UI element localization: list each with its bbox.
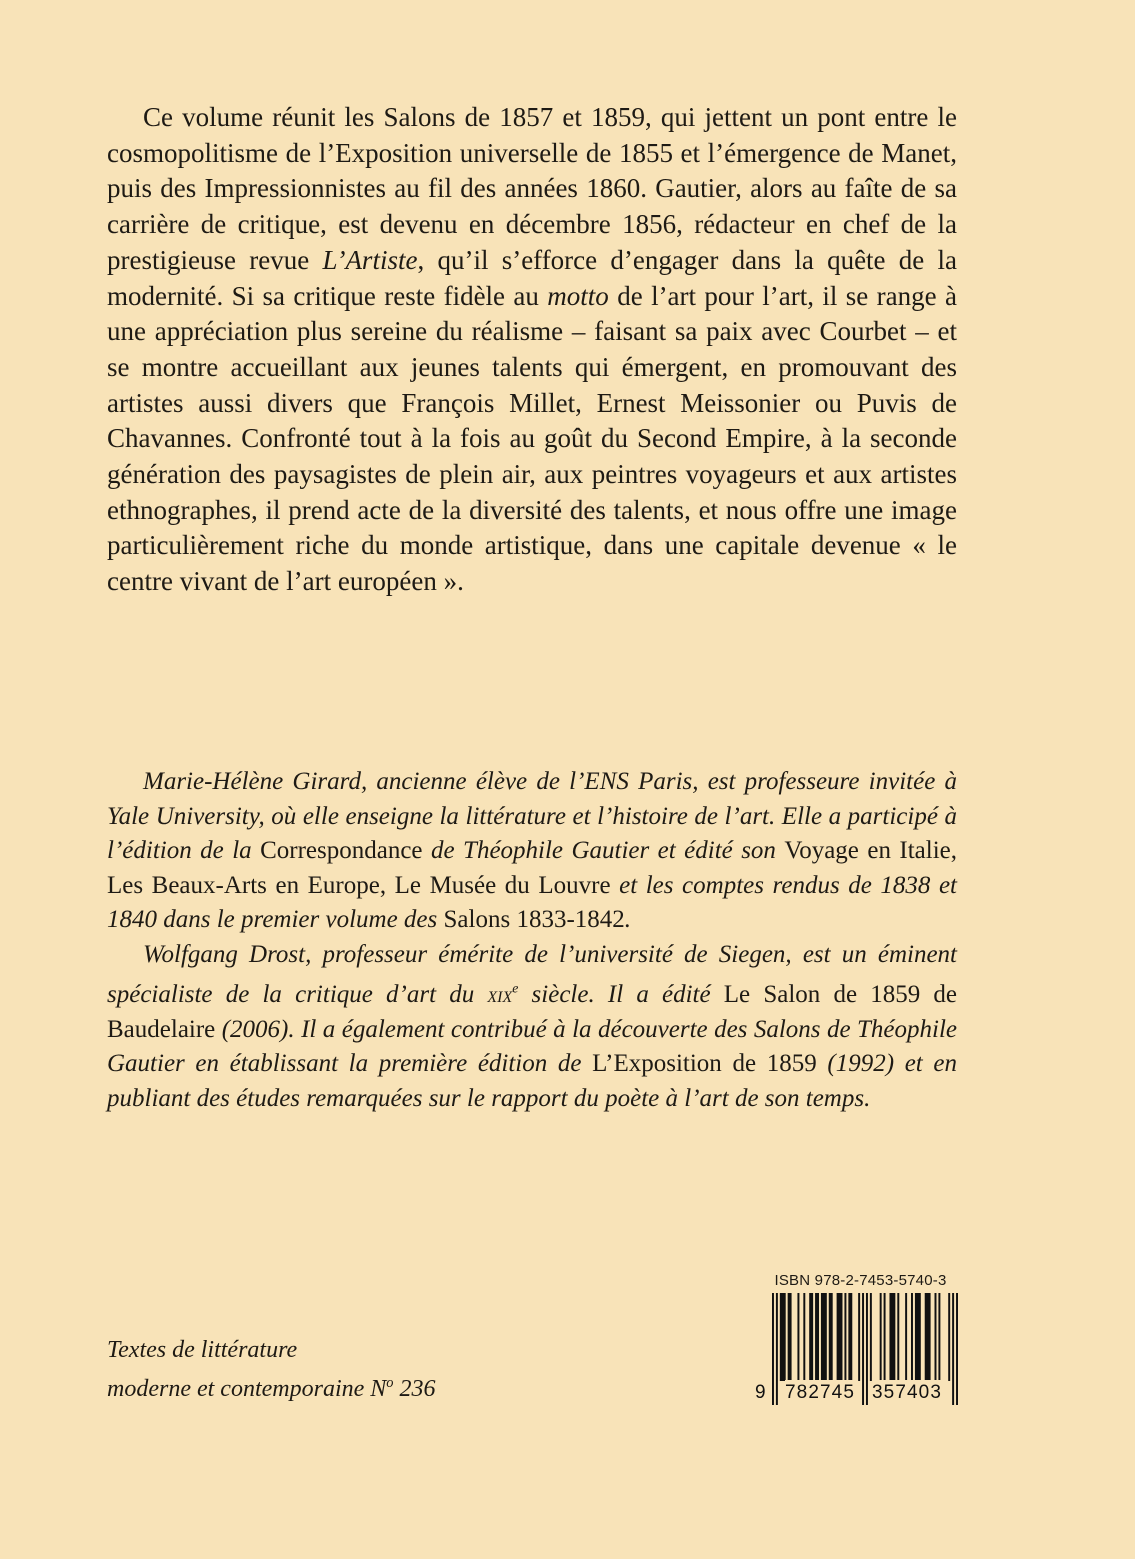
barcode-bar-2 [780, 1293, 786, 1381]
barcode-bar-24 [925, 1293, 931, 1381]
series-line-2-text: moderne et contemporaine N [107, 1375, 387, 1402]
series-number: 236 [393, 1375, 436, 1402]
series-note [107, 1334, 435, 1405]
author-biographies [107, 765, 957, 1116]
barcode-bar-7 [815, 1293, 819, 1381]
barcode-bar-21 [905, 1293, 907, 1381]
summary-review-title: L’Artiste [322, 244, 418, 275]
series-number-sup: o [386, 1374, 394, 1391]
series-line-2 [107, 1367, 435, 1406]
isbn-barcode [755, 1272, 958, 1405]
barcode-bar-15 [866, 1293, 868, 1405]
summary-motto: motto [547, 280, 609, 311]
back-cover-summary [107, 100, 957, 600]
barcode-bar-9 [829, 1293, 833, 1381]
barcode-bar-26 [938, 1293, 940, 1381]
bio-drost-text-4: (1992) et en publiant des études remarquées sur le rapport du poète à l’art de son temps. [107, 1050, 957, 1112]
bio-drost-text-1: Wolfgang Drost, professeur émérite de l’université de Siegen, est un éminent spécialiste de la critique d’art du [107, 940, 957, 1009]
barcode-bar-11 [844, 1293, 846, 1381]
isbn-label: ISBN 978-2-7453-5740-3 [774, 1272, 947, 1289]
summary-text-3: de l’art pour l’art, il se range à une appréciation plus sereine du réalisme – faisant sa paix avec Courbet – et se montre accueillant aux jeunes talents qui émergent, en promouvant des artistes aussi divers que François Millet, Ernest Meissonier ou Puvis de Chavannes. Confronté tout à la fois au goût du Second Empire, à la seconde génération des paysagistes de plein air, aux peintres voyageurs et aux artistes ethnographes, il prend acte de la diversité des talents, et nous offre une image particulièrement riche du monde artistique, dans une capitale devenue « le centre vivant de l’art européen ». [107, 280, 957, 597]
barcode-bar-20 [897, 1293, 899, 1381]
barcode-bar-16 [870, 1293, 872, 1381]
summary-text-2: , qu’il s’efforce d’engager dans la quête de la modernité. Si sa critique reste fidèle au [107, 244, 958, 311]
barcode-bar-17 [880, 1293, 882, 1381]
barcode-bar-10 [837, 1293, 843, 1381]
barcode-bar-0 [772, 1293, 774, 1405]
barcode-bar-22 [911, 1293, 913, 1381]
barcode-bar-14 [862, 1293, 864, 1405]
summary-indent [107, 102, 143, 132]
series-line-1: Textes de littérature [107, 1337, 298, 1363]
barcode-bar-3 [788, 1293, 792, 1381]
bio-girard-text-2: de Théophile Gautier et édité son [422, 837, 785, 864]
barcode-right-digits: 357403 [872, 1382, 943, 1403]
bio-girard-work-salons: Salons 1833-1842 [443, 906, 625, 933]
barcode-left-digits: 782745 [785, 1382, 856, 1403]
barcode-bar-5 [803, 1293, 805, 1381]
barcode-bar-27 [948, 1293, 950, 1381]
bio-drost-work-salon-1859: Le Salon de 1859 de Baudelaire [107, 981, 957, 1043]
bio-drost-century: xix [487, 982, 513, 1008]
bio-drost-century-sup: e [512, 981, 519, 996]
barcode-bar-18 [884, 1293, 886, 1381]
barcode-bar-6 [809, 1293, 813, 1381]
barcode-bar-28 [952, 1293, 954, 1405]
bio-girard-text-3: et les comptes rendus de 1838 et 1840 dans le premier volume des [107, 871, 957, 933]
bio-girard-works-list: Voyage en Italie, Les Beaux-Arts en Europe, Le Musée du Louvre [107, 837, 957, 899]
bio-girard-text-1: Marie-Hélène Girard, ancienne élève de l’ENS Paris, est professeure invitée à Yale University, où elle enseigne la littérature et l’histoire de l’art. Elle a participé à l’édition de la [107, 768, 957, 864]
barcode-bar-1 [776, 1293, 778, 1405]
bio-drost-text-2: siècle. Il a édité [518, 981, 724, 1009]
bio-girard-work-correspondance: Correspondance [260, 837, 423, 864]
barcode-bar-4 [797, 1293, 799, 1381]
bio-drost [107, 938, 957, 1117]
bio-drost-work-exposition: L’Exposition de 1859 [592, 1050, 817, 1078]
bio-girard-text-4: . [624, 906, 632, 933]
barcode-bar-12 [848, 1293, 852, 1381]
barcode-bar-29 [956, 1293, 958, 1405]
barcode-bar-13 [858, 1293, 860, 1381]
bio-girard [107, 765, 957, 938]
barcode-bar-19 [889, 1293, 895, 1381]
summary-text-1: Ce volume réunit les Salons de 1857 et 1859, qui jettent un pont entre le cosmopolitisme de l’Exposition universelle de 1855 et l’émergence de Manet, puis des Impressionnistes au fil des années 1860. Gautier, alors au faîte de sa carrière de critique, est devenu en décembre 1856, rédacteur en chef de la prestigieuse revue [107, 102, 957, 275]
barcode-bar-8 [821, 1293, 827, 1381]
barcode-bar-25 [935, 1293, 937, 1381]
barcode-first-digit: 9 [755, 1382, 766, 1403]
bio-drost-text-3: (2006). Il a également contribué à la découverte des Salons de Théophile Gautier en établissant la première édition de [107, 1015, 957, 1078]
barcode-bar-23 [915, 1293, 921, 1381]
